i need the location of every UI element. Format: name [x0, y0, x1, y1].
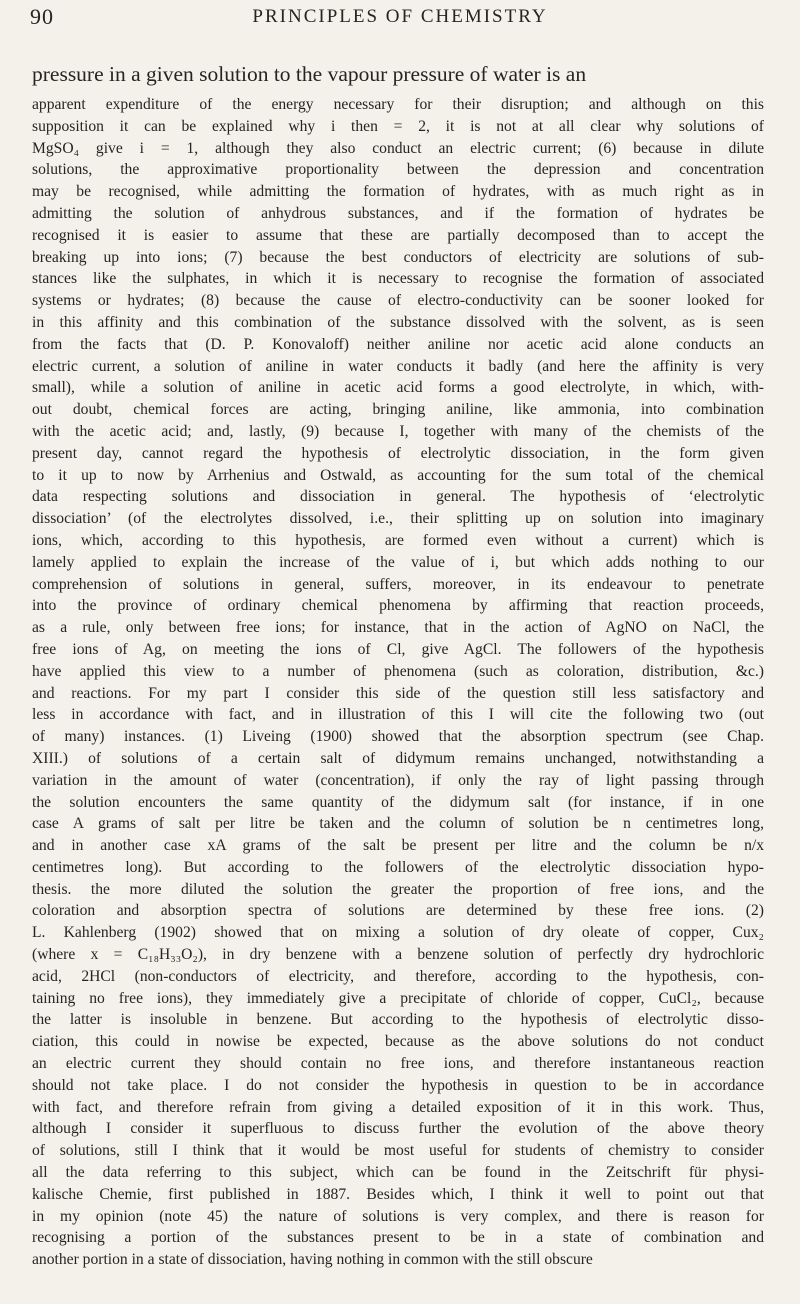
lead-line: pressure in a given solution to the vapour pressure of water is an [32, 62, 587, 86]
text-line: (where x = C₁₈H₃₃O₂), in dry benzene with a benzene solution of perfectly dry hydrochloric [32, 946, 764, 964]
text-line: recognising a portion of the substances present to be in a state of combination and [32, 1229, 764, 1247]
text-line: ciation, this could in nowise be expected, because as the above solutions do not conduct [32, 1033, 764, 1051]
text-line: present day, cannot regard the hypothesis of electrolytic dissociation, in the form given [32, 444, 764, 462]
text-line: solutions, the approximative proportionality between the depression and concentration [32, 161, 764, 179]
text-line: MgSO₄ give i = 1, although they also conduct an electric current; (6) because in dilute [32, 139, 764, 157]
text-line: taining no free ions), they immediately give a precipitate of chloride of copper, CuCl₂, because [32, 989, 764, 1007]
text-line: have applied this view to a number of phenomena (such as coloration, distribution, &c.) [32, 662, 764, 680]
text-line: another portion in a state of dissociation, having nothing in common with the still obscure [32, 1251, 593, 1269]
text-line: with the acetic acid; and, lastly, (9) because I, together with many of the chemists of the [32, 422, 764, 440]
text-line: stances like the sulphates, in which it is necessary to recognise the formation of associated [32, 270, 764, 288]
running-head: PRINCIPLES OF CHEMISTRY [252, 6, 548, 27]
text-line: data respecting solutions and dissociation in general. The hypothesis of ‘electrolytic [32, 488, 764, 506]
text-line: of solutions, still I think that it would be most useful for students of chemistry to consider [32, 1142, 764, 1160]
text-line: coloration and absorption spectra of solutions are determined by these free ions. (2) [32, 902, 764, 920]
text-line: although I consider it superfluous to discuss further the evolution of the above theory [32, 1120, 764, 1138]
text-line: recognised it is easier to assume that these are partially decomposed than to accept the [32, 226, 764, 244]
text-line: comprehension of solutions in general, suffers, moreover, in its endeavour to penetrate [32, 575, 764, 593]
footnote-body [32, 94, 764, 1271]
text-line: ions, which, according to this hypothesis, are formed even without a current) which is [32, 531, 764, 549]
text-line: systems or hydrates; (8) because the cause of electro-conductivity can be sooner looked for [32, 292, 764, 310]
text-line: electric current, a solution of aniline in water conducts it badly (and here the affinity is very [32, 357, 764, 375]
text-line: case A grams of salt per litre be taken and the column of solution be n centimetres long, [32, 815, 764, 833]
text-line: all the data referring to this subject, which can be found in the Zeitschrift für physi- [32, 1164, 764, 1182]
text-line: supposition it can be explained why i then = 2, it is not at all clear why solutions of [32, 117, 764, 135]
text-line: and reactions. For my part I consider this side of the question still less satisfactory and [32, 684, 764, 702]
text-line: out doubt, chemical forces are acting, bringing aniline, like ammonia, into combination [32, 401, 764, 419]
text-line: acid, 2HCl (non-conductors of electricity, and therefore, according to the hypothesis, con- [32, 967, 764, 985]
text-line: thesis. the more diluted the solution the greater the proportion of free ions, and the [32, 880, 764, 898]
text-line: the solution encounters the same quantity of the didymum salt (for instance, if in one [32, 793, 764, 811]
text-line: the latter is insoluble in benzene. But according to the hypothesis of electrolytic disso- [32, 1011, 764, 1029]
text-line: variation in the amount of water (concentration), if only the ray of light passing through [32, 771, 764, 789]
text-line: in this affinity and this combination of the substance dissolved with the solvent, as is seen [32, 313, 764, 331]
text-line: an electric current they should contain no free ions, and therefore instantaneous reaction [32, 1055, 764, 1073]
text-line: kalische Chemie, first published in 1887. Besides which, I think it well to point out that [32, 1185, 764, 1203]
text-line: admitting the solution of anhydrous substances, and if the formation of hydrates be [32, 204, 764, 222]
text-line: small), while a solution of aniline in acetic acid forms a good electrolyte, in which, with- [32, 379, 764, 397]
text-line: less in accordance with fact, and in illustration of this I will cite the following two (out [32, 706, 764, 724]
text-line: in my opinion (note 45) the nature of solutions is very complex, and there is reason for [32, 1207, 764, 1225]
text-line: into the province of ordinary chemical phenomena by affirming that reaction proceeds, [32, 597, 764, 615]
text-line: from the facts that (D. P. Konovaloff) neither aniline nor acetic acid alone conducts an [32, 335, 764, 353]
text-line: should not take place. I do not consider the hypothesis in question to be in accordance [32, 1076, 764, 1094]
text-line: to it up to now by Arrhenius and Ostwald, as accounting for the sum total of the chemical [32, 466, 764, 484]
text-line: dissociation’ (of the electrolytes dissolved, i.e., their splitting up on solution into imaginary [32, 510, 764, 528]
text-line: XIII.) of solutions of a certain salt of didymum remains unchanged, notwithstanding a [32, 749, 764, 767]
text-line: L. Kahlenberg (1902) showed that on mixing a solution of dry oleate of copper, Cux₂ [32, 924, 764, 942]
text-line: as a rule, only between free ions; for instance, that in the action of AgNO on NaCl, the [32, 619, 764, 637]
text-line: free ions of Ag, on meeting the ions of Cl, give AgCl. The followers of the hypothesis [32, 640, 764, 658]
page-number: 90 [30, 4, 54, 29]
text-line: centimetres long). But according to the followers of the electrolytic dissociation hypo- [32, 858, 764, 876]
text-line: apparent expenditure of the energy necessary for their disruption; and although on this [32, 96, 764, 113]
text-line: and in another case xA grams of the salt be present per litre and the column be n/x [32, 837, 764, 855]
text-line: may be recognised, while admitting the formation of hydrates, with as much right as in [32, 183, 764, 201]
text-line: lamely applied to explain the increase of the value of i, but which adds nothing to our [32, 553, 764, 571]
text-line: of many) instances. (1) Liveing (1900) showed that the absorption spectrum (see Chap. [32, 728, 764, 746]
text-line: with fact, and therefore refrain from giving a detailed exposition of it in this work. Thus, [32, 1098, 764, 1116]
text-line: breaking up into ions; (7) because the best conductors of electricity are solutions of sub- [32, 248, 764, 266]
